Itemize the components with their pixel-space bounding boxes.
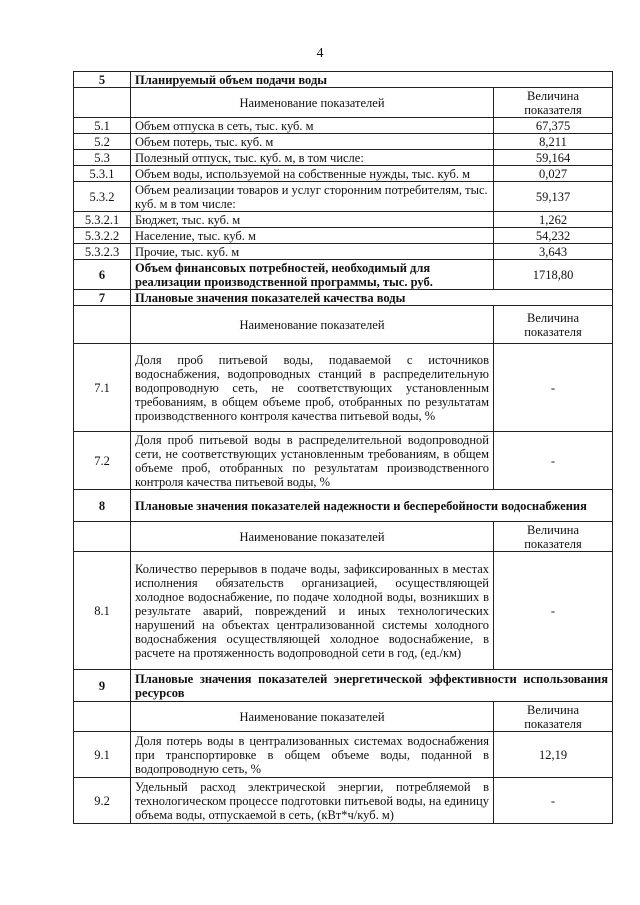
row-name: Полезный отпуск, тыс. куб. м, в том числе: [131,150,494,166]
table-row [74,118,613,134]
row-number: 7.1 [74,344,131,432]
section-number: 7 [74,290,131,306]
table-row [74,344,613,432]
column-header-name: Наименование показателей [131,522,494,552]
row-value: 67,375 [494,118,613,134]
column-header-name: Наименование показателей [131,306,494,344]
row-name: Удельный расход электрической энергии, потребляемой в технологическом процессе подготовки питьевой воды, на единицу объема воды, отпускаемой в сеть, (кВт*ч/куб. м) [131,778,494,824]
row-name: Объем отпуска в сеть, тыс. куб. м [131,118,494,134]
section-number: 6 [74,260,131,290]
row-number: 5.3.2.2 [74,228,131,244]
column-header-row [74,702,613,732]
section-title: Объем финансовых потребностей, необходимый для реализации производственной программы, тыс. руб. [131,260,494,290]
section-title: Планируемый объем подачи воды [131,72,613,88]
row-value: - [494,778,613,824]
section-6-row [74,260,613,290]
row-value: 12,19 [494,732,613,778]
row-number: 9.1 [74,732,131,778]
column-header-row [74,88,613,118]
row-value: 3,643 [494,244,613,260]
table-row [74,212,613,228]
table-row [74,778,613,824]
row-name: Доля потерь воды в централизованных системах водоснабжения при транспортировке в общем объеме воды, поданной в водопроводную сеть, % [131,732,494,778]
row-value: 59,137 [494,182,613,212]
column-header-row [74,306,613,344]
section-5-header-row [74,72,613,88]
section-title: Плановые значения показателей энергетической эффективности использования ресурсов [131,670,613,702]
table-row [74,228,613,244]
row-number: 5.3.1 [74,166,131,182]
row-number: 5.3 [74,150,131,166]
row-value: 1,262 [494,212,613,228]
section-number: 8 [74,490,131,522]
empty-cell [74,88,131,118]
row-value: - [494,344,613,432]
row-number: 5.3.2.1 [74,212,131,228]
row-name: Прочие, тыс. куб. м [131,244,494,260]
row-name: Население, тыс. куб. м [131,228,494,244]
table-row [74,150,613,166]
section-8-header-row [74,490,613,522]
section-9-header-row [74,670,613,702]
table-row [74,134,613,150]
section-7-header-row [74,290,613,306]
row-value: - [494,432,613,490]
empty-cell [74,522,131,552]
column-header-row [74,522,613,552]
row-number: 5.3.2.3 [74,244,131,260]
table-row [74,432,613,490]
section-number: 5 [74,72,131,88]
row-number: 5.2 [74,134,131,150]
row-number: 9.2 [74,778,131,824]
empty-cell [74,702,131,732]
empty-cell [74,306,131,344]
row-name: Бюджет, тыс. куб. м [131,212,494,228]
row-name: Доля проб питьевой воды, подаваемой с источников водоснабжения, водопроводных станций в распределительную водопроводную сеть, не соответствующих установленным требованиям, в общем объеме проб, отобранных по результатам производственного контроля качества питьевой воды, % [131,344,494,432]
page-number: 4 [316,46,324,61]
table-row [74,166,613,182]
row-number: 5.3.2 [74,182,131,212]
row-number: 5.1 [74,118,131,134]
section-title: Плановые значения показателей надежности и бесперебойности водоснабжения [131,490,613,522]
table-row [74,552,613,670]
row-name: Объем воды, используемой на собственные нужды, тыс. куб. м [131,166,494,182]
row-name: Количество перерывов в подаче воды, зафиксированных в местах исполнения обязательств организацией, осуществляющей холодное водоснабжение, по подаче холодной воды, возникших в результате аварий, повреждений и иных технологических нарушений на объектах централизованной системы холодного водоснабжения осуществляющей холодное водоснабжение, в расчете на протяженность водопроводной сети в год, (ед./км) [131,552,494,670]
row-value: 59,164 [494,150,613,166]
column-header-name: Наименование показателей [131,88,494,118]
row-value: 54,232 [494,228,613,244]
row-name: Объем реализации товаров и услуг сторонним потребителям, тыс. куб. м в том числе: [131,182,494,212]
row-name: Объем потерь, тыс. куб. м [131,134,494,150]
row-value: - [494,552,613,670]
row-name: Доля проб питьевой воды в распределительной водопроводной сети, не соответствующих установленным требованиям, в общем объеме проб, отобранных по результатам производственного контроля качества питьевой воды, % [131,432,494,490]
column-header-name: Наименование показателей [131,702,494,732]
table-row [74,732,613,778]
row-value: 8,211 [494,134,613,150]
indicators-table [73,71,613,824]
row-number: 7.2 [74,432,131,490]
section-value: 1718,80 [494,260,613,290]
column-header-value: Величина показателя [494,306,613,344]
table-row [74,244,613,260]
table-row [74,182,613,212]
column-header-value: Величина показателя [494,702,613,732]
section-number: 9 [74,670,131,702]
column-header-value: Величина показателя [494,88,613,118]
row-number: 8.1 [74,552,131,670]
row-value: 0,027 [494,166,613,182]
column-header-value: Величина показателя [494,522,613,552]
section-title: Плановые значения показателей качества воды [131,290,613,306]
